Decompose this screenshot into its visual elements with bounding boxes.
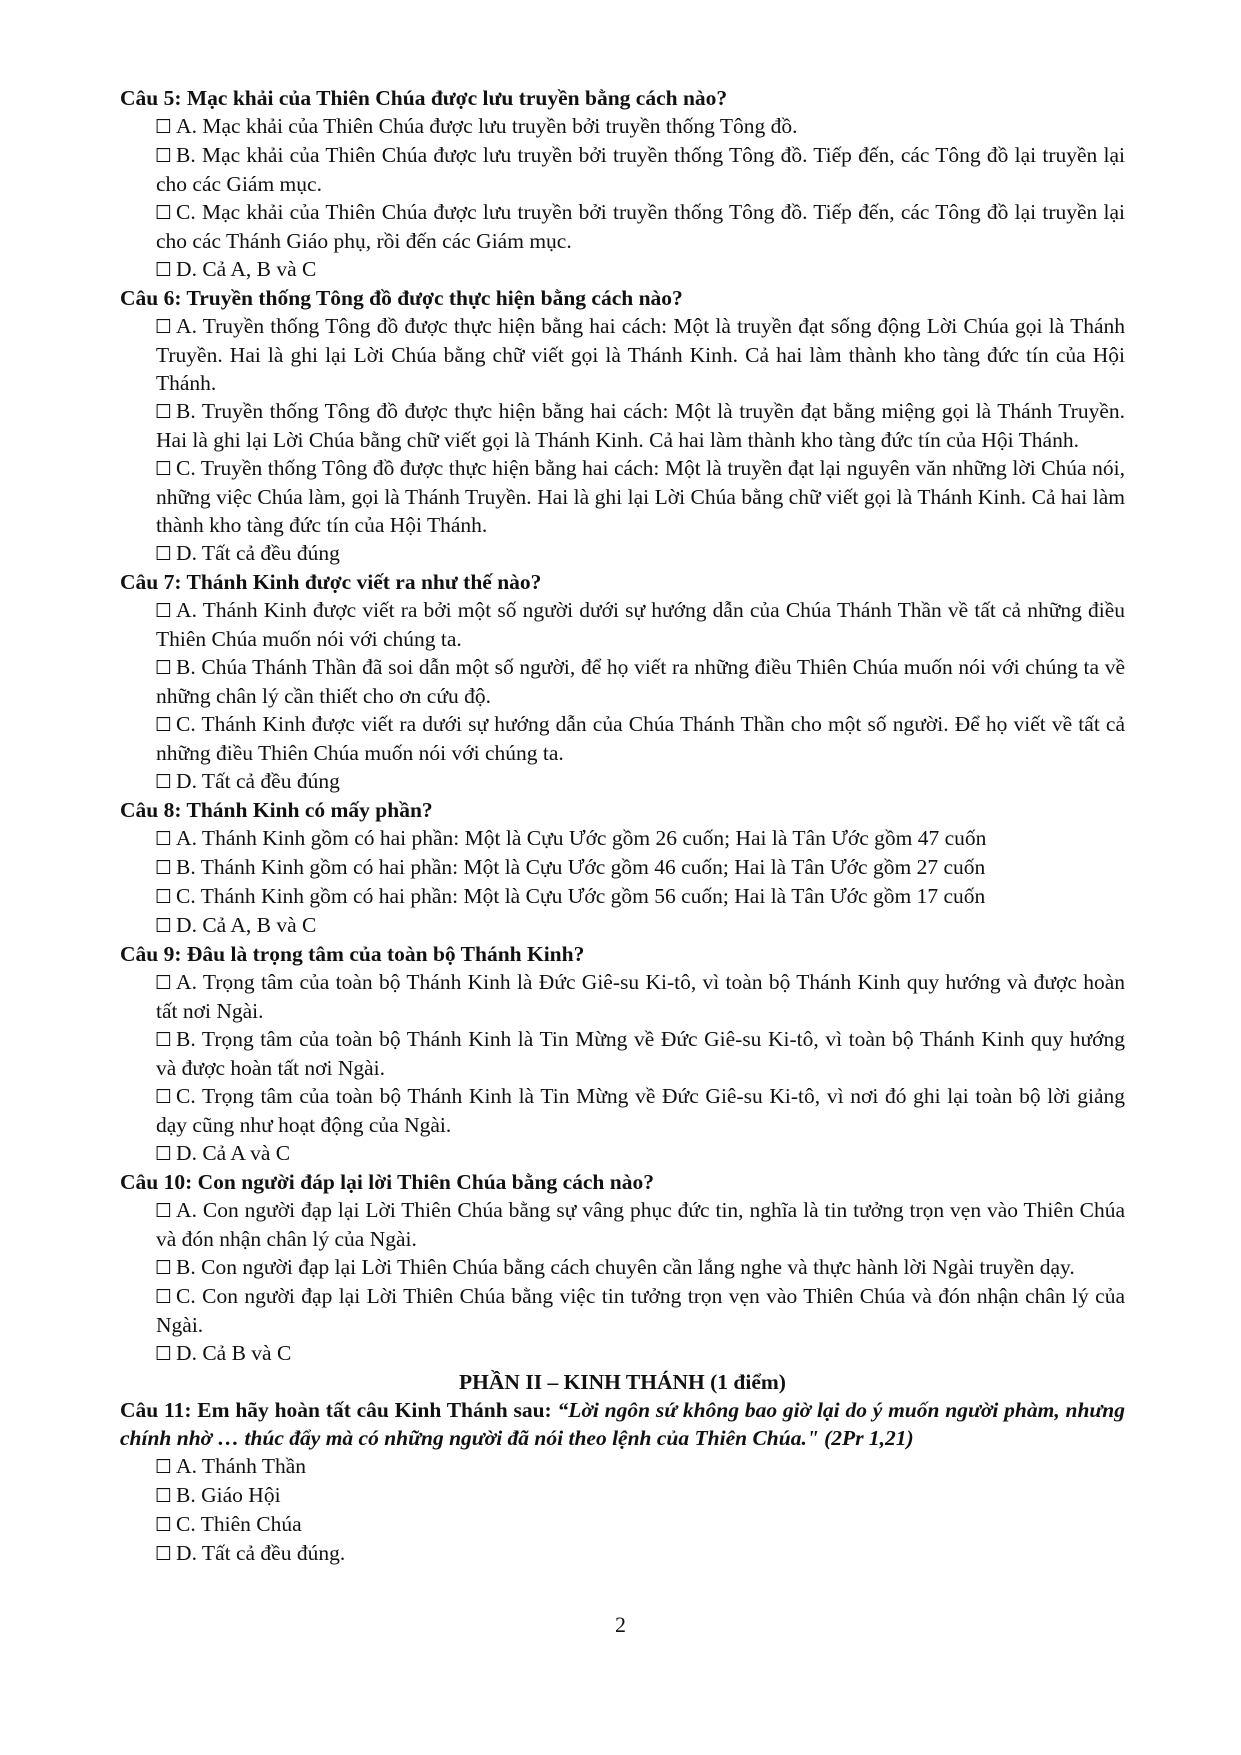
answer-option[interactable]	[120, 198, 1125, 255]
answer-option[interactable]	[120, 767, 1125, 796]
checkbox-icon[interactable]: ☐	[155, 886, 173, 908]
checkbox-icon[interactable]: ☐	[155, 1143, 173, 1165]
question-11-options	[120, 1452, 1125, 1568]
answer-option-text: A. Con người đạp lại Lời Thiên Chúa bằng sự vâng phục đức tin, nghĩa là tin tưởng trọn vẹn vào Thiên Chúa và đón nhận chân lý của Ngài.	[156, 1198, 1125, 1251]
answer-option-text: C. Con người đạp lại Lời Thiên Chúa bằng việc tin tưởng trọn vẹn vào Thiên Chúa và đón nhận chân lý của Ngài.	[156, 1284, 1125, 1337]
question-title: Câu 7: Thánh Kinh được viết ra như thế nào?	[120, 570, 542, 594]
checkbox-icon[interactable]: ☐	[155, 259, 173, 281]
answer-option[interactable]	[120, 968, 1125, 1025]
answer-option[interactable]	[120, 255, 1125, 284]
answer-option-text: B. Giáo Hội	[176, 1483, 281, 1507]
answer-option[interactable]	[120, 853, 1125, 882]
answer-option-text: B. Chúa Thánh Thần đã soi dẫn một số người, để họ viết ra những điều Thiên Chúa muốn nói với chúng ta về những chân lý cần thiết cho ơn cứu độ.	[156, 655, 1125, 708]
answer-option[interactable]	[120, 1139, 1125, 1168]
answer-option-text: B. Con người đạp lại Lời Thiên Chúa bằng cách chuyên cần lắng nghe và thực hành lời Ngài truyền dạy.	[176, 1255, 1075, 1279]
checkbox-icon[interactable]: ☐	[155, 1257, 173, 1279]
question-11-prefix: Câu 11: Em hãy hoàn tất câu Kinh Thánh sau:	[120, 1398, 558, 1422]
answer-option-text: D. Cả A, B và C	[176, 913, 317, 937]
answer-option-text: B. Thánh Kinh gồm có hai phần: Một là Cựu Ước gồm 46 cuốn; Hai là Tân Ước gồm 27 cuốn	[176, 855, 986, 879]
checkbox-icon[interactable]: ☐	[155, 1543, 173, 1565]
checkbox-icon[interactable]: ☐	[155, 657, 173, 679]
answer-option[interactable]	[120, 454, 1125, 539]
checkbox-icon[interactable]: ☐	[155, 915, 173, 937]
page-number: 2	[615, 1612, 626, 1637]
checkbox-icon[interactable]: ☐	[155, 972, 173, 994]
answer-option-text: C. Thánh Kinh gồm có hai phần: Một là Cựu Ước gồm 56 cuốn; Hai là Tân Ước gồm 17 cuốn	[176, 884, 986, 908]
question-11-quote: “Lời ngôn sứ không bao giờ lại do ý muốn người phàm, nhưng chính nhờ … thúc đẩy mà có những người đã nói theo lệnh của Thiên Chúa." (2Pr 1,21)	[120, 1398, 1125, 1450]
answer-option[interactable]	[120, 911, 1125, 940]
answer-option[interactable]	[120, 1082, 1125, 1139]
answer-option[interactable]	[120, 596, 1125, 653]
question-title: Câu 8: Thánh Kinh có mấy phần?	[120, 798, 433, 822]
answer-option-text: C. Thánh Kinh được viết ra dưới sự hướng dẫn của Chúa Thánh Thần cho một số người. Để họ viết về tất cả những điều Thiên Chúa muốn nói với chúng ta.	[156, 712, 1125, 765]
section-heading: PHẦN II – KINH THÁNH (1 điểm)	[459, 1370, 786, 1394]
answer-option-text: D. Tất cả đều đúng	[176, 769, 340, 793]
answer-option[interactable]	[120, 112, 1125, 141]
answer-option-text: D. Tất cả đều đúng	[176, 541, 340, 565]
checkbox-icon[interactable]: ☐	[155, 828, 173, 850]
answer-option-text: B. Mạc khải của Thiên Chúa được lưu truyền bởi truyền thống Tông đồ. Tiếp đến, các Tông đồ lại truyền lại cho các Giám mục.	[156, 143, 1125, 196]
answer-option[interactable]	[120, 882, 1125, 911]
answer-option[interactable]	[120, 1025, 1125, 1082]
answer-option-text: A. Trọng tâm của toàn bộ Thánh Kinh là Đức Giê-su Ki-tô, vì toàn bộ Thánh Kinh quy hướng và được hoàn tất nơi Ngài.	[156, 970, 1125, 1023]
answer-option[interactable]	[120, 1339, 1125, 1368]
answer-option-text: D. Tất cả đều đúng.	[176, 1541, 346, 1565]
answer-option-text: C. Mạc khải của Thiên Chúa được lưu truyền bởi truyền thống Tông đồ. Tiếp đến, các Tông đồ lại truyền lại cho các Thánh Giáo phụ, rồi đến các Giám mục.	[156, 200, 1125, 253]
answer-option[interactable]	[120, 1539, 1125, 1568]
answer-option[interactable]	[120, 710, 1125, 767]
checkbox-icon[interactable]: ☐	[155, 543, 173, 565]
answer-option-text: D. Cả A và C	[176, 1141, 291, 1165]
answer-option-text: A. Mạc khải của Thiên Chúa được lưu truyền bởi truyền thống Tông đồ.	[176, 114, 798, 138]
answer-option[interactable]	[120, 1510, 1125, 1539]
answer-option-text: B. Trọng tâm của toàn bộ Thánh Kinh là Tin Mừng về Đức Giê-su Ki-tô, vì toàn bộ Thánh Kinh quy hướng và được hoàn tất nơi Ngài.	[156, 1027, 1125, 1080]
answer-option-text: A. Truyền thống Tông đồ được thực hiện bằng hai cách: Một là truyền đạt sống động Lời Chúa gọi là Thánh Truyền. Hai là ghi lại Lời Chúa bằng chữ viết gọi là Thánh Kinh. Cả hai làm thành kho tàng đức tín của Hội Thánh.	[156, 314, 1125, 395]
answer-option[interactable]	[120, 1481, 1125, 1510]
checkbox-icon[interactable]: ☐	[155, 458, 173, 480]
checkbox-icon[interactable]: ☐	[155, 1514, 173, 1536]
answer-option-text: B. Truyền thống Tông đồ được thực hiện bằng hai cách: Một là truyền đạt bằng miệng gọi là Thánh Truyền. Hai là ghi lại Lời Chúa bằng chữ viết gọi là Thánh Kinh. Cả hai làm thành kho tàng đức tín của Hội Thánh.	[156, 399, 1125, 452]
question-list	[120, 84, 1125, 1368]
answer-option[interactable]	[120, 141, 1125, 198]
answer-option-text: A. Thánh Kinh gồm có hai phần: Một là Cựu Ước gồm 26 cuốn; Hai là Tân Ước gồm 47 cuốn	[176, 826, 987, 850]
checkbox-icon[interactable]: ☐	[155, 202, 173, 224]
question-11-title	[120, 1396, 1125, 1452]
checkbox-icon[interactable]: ☐	[155, 116, 173, 138]
exam-page	[120, 84, 1125, 1568]
checkbox-icon[interactable]: ☐	[155, 1343, 173, 1365]
question-title: Câu 10: Con người đáp lại lời Thiên Chúa bằng cách nào?	[120, 1170, 654, 1194]
answer-option[interactable]	[120, 1253, 1125, 1282]
answer-option[interactable]	[120, 312, 1125, 397]
checkbox-icon[interactable]: ☐	[155, 1456, 173, 1478]
checkbox-icon[interactable]: ☐	[155, 1200, 173, 1222]
answer-option-text: A. Thánh Kinh được viết ra bởi một số người dưới sự hướng dẫn của Chúa Thánh Thần về tất cả những điều Thiên Chúa muốn nói với chúng ta.	[156, 598, 1125, 651]
answer-option[interactable]	[120, 1282, 1125, 1339]
checkbox-icon[interactable]: ☐	[155, 857, 173, 879]
answer-option[interactable]	[120, 1196, 1125, 1253]
checkbox-icon[interactable]: ☐	[155, 1286, 173, 1308]
question-title: Câu 6: Truyền thống Tông đồ được thực hiện bằng cách nào?	[120, 286, 683, 310]
answer-option-text: D. Cả A, B và C	[176, 257, 317, 281]
question-title: Câu 9: Đâu là trọng tâm của toàn bộ Thánh Kinh?	[120, 942, 585, 966]
checkbox-icon[interactable]: ☐	[155, 1086, 173, 1108]
answer-option-text: C. Truyền thống Tông đồ được thực hiện bằng hai cách: Một là truyền đạt lại nguyên văn những lời Chúa nói, những việc Chúa làm, gọi là Thánh Truyền. Hai là ghi lại Lời Chúa bằng chữ viết gọi là Thánh Kinh. Cả hai làm thành kho tàng đức tín của Hội Thánh.	[156, 456, 1125, 537]
answer-option-text: C. Thiên Chúa	[176, 1512, 302, 1536]
checkbox-icon[interactable]: ☐	[155, 771, 173, 793]
answer-option[interactable]	[120, 397, 1125, 454]
answer-option[interactable]	[120, 824, 1125, 853]
question-title: Câu 5: Mạc khải của Thiên Chúa được lưu truyền bằng cách nào?	[120, 86, 728, 110]
answer-option-text: D. Cả B và C	[176, 1341, 292, 1365]
checkbox-icon[interactable]: ☐	[155, 714, 173, 736]
checkbox-icon[interactable]: ☐	[155, 145, 173, 167]
checkbox-icon[interactable]: ☐	[155, 600, 173, 622]
answer-option[interactable]	[120, 1452, 1125, 1481]
checkbox-icon[interactable]: ☐	[155, 401, 173, 423]
answer-option-text: A. Thánh Thần	[176, 1454, 307, 1478]
checkbox-icon[interactable]: ☐	[155, 316, 173, 338]
answer-option-text: C. Trọng tâm của toàn bộ Thánh Kinh là Tin Mừng về Đức Giê-su Ki-tô, vì nơi đó ghi lại toàn bộ lời giảng dạy cũng như hoạt động của Ngài.	[156, 1084, 1125, 1137]
checkbox-icon[interactable]: ☐	[155, 1029, 173, 1051]
checkbox-icon[interactable]: ☐	[155, 1485, 173, 1507]
answer-option[interactable]	[120, 653, 1125, 710]
answer-option[interactable]	[120, 539, 1125, 568]
